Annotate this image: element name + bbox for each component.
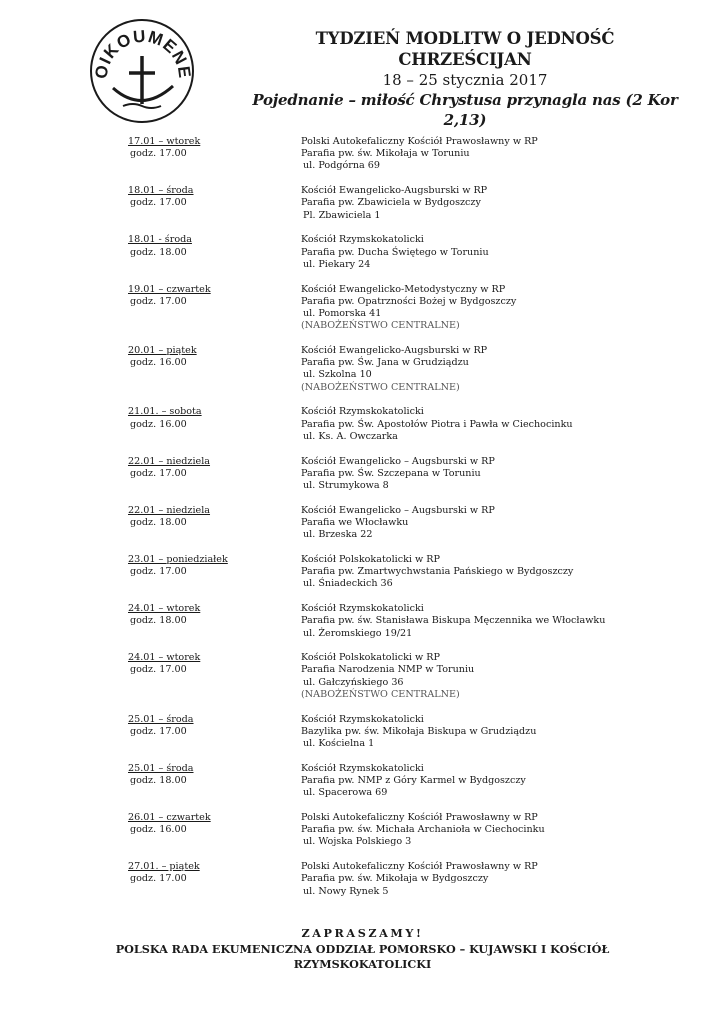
event-time: godz. 17.00: [130, 467, 187, 479]
event-time: godz. 18.00: [130, 615, 187, 627]
event-church: Kościół Rzymskokatolicki: [301, 762, 424, 774]
event-date: 22.01 – niedziela: [128, 504, 211, 516]
logo-text: OIKOUMENE: [91, 26, 195, 80]
event-date: 18.01 - środa: [128, 234, 192, 246]
event-date: 26.01 – czwartek: [128, 812, 211, 824]
event-time: godz. 18.00: [130, 775, 187, 787]
event-address: ul. Żeromskiego 19/21: [303, 627, 413, 639]
event-time: godz. 16.00: [130, 824, 187, 836]
event-where: [301, 345, 701, 394]
organizer-line-1: POLSKA RADA EKUMENICZNA ODDZIAŁ POMORSKO – KUJAWSKI I KOŚCIÓŁ: [115, 941, 610, 956]
organizer-line-2: RZYMSKOKATOLICKI: [293, 957, 432, 971]
event-time: godz. 17.00: [130, 295, 187, 307]
event-date: 23.01 – poniedziałek: [128, 553, 228, 565]
event-when: [128, 554, 288, 578]
event-address: ul. Strumykowa 8: [303, 479, 389, 491]
footer: [60, 926, 665, 973]
event-address: ul. Szkolna 10: [303, 369, 372, 381]
event-church: Kościół Rzymskokatolicki: [301, 713, 424, 725]
event-church: Kościół Ewangelicko-Metodystyczny w RP: [301, 283, 506, 295]
event-church: Kościół Ewangelicko-Augsburski w RP: [301, 344, 488, 356]
event-when: [128, 136, 288, 160]
event-note: (NABOŻEŃSTWO CENTRALNE): [301, 320, 460, 332]
schedule-item: [0, 861, 725, 910]
event-parish: Parafia pw. Ducha Świętego w Toruniu: [301, 246, 489, 258]
event-address: ul. Gałczyńskiego 36: [303, 676, 404, 688]
event-church: Kościół Rzymskokatolicki: [301, 234, 424, 246]
event-time: godz. 17.00: [130, 664, 187, 676]
page-header: [250, 28, 680, 130]
event-church: Kościół Rzymskokatolicki: [301, 603, 424, 615]
event-time: godz. 18.00: [130, 516, 187, 528]
event-time: godz. 18.00: [130, 246, 187, 258]
event-time: godz. 16.00: [130, 357, 187, 369]
event-parish: Parafia pw. św. Stanisława Biskupa Męczennika we Włocławku: [301, 615, 606, 627]
event-when: [128, 456, 288, 480]
event-time: godz. 16.00: [130, 418, 187, 430]
event-address: Pl. Zbawiciela 1: [303, 209, 381, 221]
schedule-item: [0, 136, 725, 185]
event-time: godz. 17.00: [130, 148, 187, 160]
event-when: [128, 812, 288, 836]
event-when: [128, 714, 288, 738]
schedule-item: [0, 234, 725, 283]
schedule-item: [0, 185, 725, 234]
event-address: ul. Nowy Rynek 5: [303, 885, 389, 897]
event-where: [301, 554, 701, 591]
motto: Pojednanie – miłość Chrystusa przynagla nas (2 Kor 2,13): [252, 91, 678, 129]
event-when: [128, 185, 288, 209]
event-parish: Parafia pw. Zmartwychwstania Pańskiego w Bydgoszczy: [301, 566, 574, 578]
event-where: [301, 812, 701, 849]
event-where: [301, 603, 701, 640]
event-parish: Parafia pw. Św. Apostołów Piotra i Pawła w Ciechocinku: [301, 418, 573, 430]
schedule-item: [0, 554, 725, 603]
event-where: [301, 652, 701, 701]
schedule-item: [0, 345, 725, 406]
event-when: [128, 234, 288, 258]
event-address: ul. Podgórna 69: [303, 160, 380, 172]
event-when: [128, 763, 288, 787]
event-church: Kościół Ewangelicko-Augsburski w RP: [301, 185, 488, 197]
event-address: ul. Piekary 24: [303, 258, 371, 270]
event-where: [301, 406, 701, 443]
event-parish: Parafia pw. św. Michała Archanioła w Ciechocinku: [301, 824, 545, 836]
event-date: 20.01 – piątek: [128, 344, 197, 356]
event-parish: Parafia we Włocławku: [301, 516, 409, 528]
event-parish: Parafia pw. św. Mikołaja w Toruniu: [301, 148, 470, 160]
event-where: [301, 456, 701, 493]
page-title: TYDZIEŃ MODLITW O JEDNOŚĆ CHRZEŚCIJAN: [315, 29, 615, 69]
event-where: [301, 284, 701, 333]
event-time: godz. 17.00: [130, 873, 187, 885]
event-when: [128, 861, 288, 885]
schedule-item: [0, 284, 725, 345]
event-date: 25.01 – środa: [128, 762, 194, 774]
event-church: Kościół Polskokatolicki w RP: [301, 553, 440, 565]
event-parish: Parafia pw. NMP z Góry Karmel w Bydgoszczy: [301, 775, 526, 787]
event-time: godz. 17.00: [130, 725, 187, 737]
event-when: [128, 284, 288, 308]
event-note: (NABOŻEŃSTWO CENTRALNE): [301, 381, 460, 393]
schedule-item: [0, 714, 725, 763]
event-where: [301, 234, 701, 271]
event-address: ul. Brzeska 22: [303, 529, 373, 541]
date-range: 18 – 25 stycznia 2017: [382, 71, 548, 89]
event-address: ul. Ks. A. Owczarka: [303, 430, 398, 442]
event-where: [301, 136, 701, 173]
event-church: Kościół Rzymskokatolicki: [301, 406, 424, 418]
event-parish: Parafia pw. Św. Szczepana w Toruniu: [301, 467, 481, 479]
schedule-item: [0, 763, 725, 812]
event-church: Polski Autokefaliczny Kościół Prawosławny w RP: [301, 861, 538, 873]
schedule-item: [0, 505, 725, 554]
event-date: 24.01 – wtorek: [128, 603, 201, 615]
event-parish: Bazylika pw. św. Mikołaja Biskupa w Grudziądzu: [301, 725, 537, 737]
event-where: [301, 763, 701, 800]
event-time: godz. 17.00: [130, 566, 187, 578]
schedule-item: [0, 812, 725, 861]
event-when: [128, 406, 288, 430]
event-parish: Parafia pw. Zbawiciela w Bydgoszczy: [301, 197, 481, 209]
schedule-item: [0, 603, 725, 652]
event-parish: Parafia Narodzenia NMP w Toruniu: [301, 664, 475, 676]
event-date: 22.01 – niedziela: [128, 455, 211, 467]
event-address: ul. Kościelna 1: [303, 738, 375, 750]
event-address: ul. Wojska Polskiego 3: [303, 836, 412, 848]
event-when: [128, 603, 288, 627]
event-date: 17.01 – wtorek: [128, 136, 201, 147]
schedule-item: [0, 406, 725, 455]
event-date: 18.01 – środa: [128, 185, 194, 197]
event-church: Polski Autokefaliczny Kościół Prawosławny w RP: [301, 812, 538, 824]
event-where: [301, 861, 701, 898]
event-date: 24.01 – wtorek: [128, 652, 201, 664]
schedule-item: [0, 456, 725, 505]
event-date: 21.01. – sobota: [128, 406, 202, 418]
schedule-item: [0, 652, 725, 713]
event-address: ul. Pomorska 41: [303, 307, 382, 319]
event-when: [128, 345, 288, 369]
event-parish: Parafia pw. Św. Jana w Grudziądzu: [301, 357, 469, 369]
schedule-list: [0, 136, 725, 910]
event-church: Kościół Ewangelicko – Augsburski w RP: [301, 504, 495, 516]
event-address: ul. Spacerowa 69: [303, 787, 388, 799]
event-time: godz. 17.00: [130, 197, 187, 209]
event-where: [301, 505, 701, 542]
oikoumene-logo: [89, 18, 195, 124]
event-church: Kościół Ewangelicko – Augsburski w RP: [301, 455, 495, 467]
event-where: [301, 185, 701, 222]
event-church: Polski Autokefaliczny Kościół Prawosławny w RP: [301, 136, 538, 147]
event-where: [301, 714, 701, 751]
event-church: Kościół Polskokatolicki w RP: [301, 652, 440, 664]
event-parish: Parafia pw. św. Mikołaja w Bydgoszczy: [301, 873, 489, 885]
event-when: [128, 505, 288, 529]
event-address: ul. Śniadeckich 36: [303, 578, 393, 590]
event-when: [128, 652, 288, 676]
event-parish: Parafia pw. Opatrzności Bożej w Bydgoszczy: [301, 295, 517, 307]
event-note: (NABOŻEŃSTWO CENTRALNE): [301, 688, 460, 700]
event-date: 25.01 – środa: [128, 713, 194, 725]
event-date: 19.01 – czwartek: [128, 283, 211, 295]
event-date: 27.01. – piątek: [128, 861, 200, 873]
invitation: ZAPRASZAMY!: [301, 926, 424, 940]
